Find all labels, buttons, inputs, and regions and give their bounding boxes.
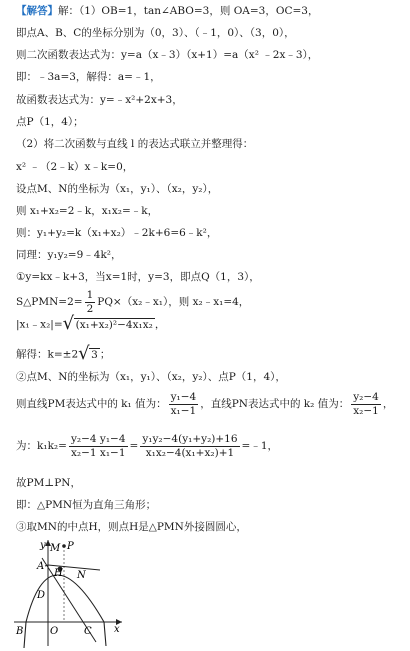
- label-p: P: [67, 541, 74, 552]
- answer-line-14: [16, 290, 249, 314]
- label-x: x: [114, 624, 120, 635]
- sqrt-sign: √: [62, 313, 75, 334]
- product-intro: 为：k₁k₂=: [16, 440, 67, 452]
- label-y: y: [40, 540, 46, 551]
- answer-line-22: ③取MN的中点H，则点H是△PMN外接圆圆心，: [16, 521, 247, 533]
- fraction-denominator: x₁−1: [170, 404, 197, 417]
- parabola-figure: [10, 536, 130, 648]
- half-fraction: [85, 290, 96, 314]
- product-fraction: [69, 434, 128, 458]
- label-m: M: [50, 543, 61, 554]
- label-c: C: [84, 626, 92, 637]
- k1-intro: 则直线PM表达式中的 k₁ 值为：: [16, 398, 167, 410]
- answer-line-3: 则二次函数表达式为：y=a（x﹣3）（x+1）=a（x² ﹣2x﹣3），: [16, 49, 319, 61]
- answer-line-15: [16, 313, 166, 334]
- answer-line-7: （2）将二次函数与直线 l 的表达式联立并整理得：: [16, 138, 254, 150]
- label-a: A: [37, 561, 45, 572]
- label-b: B: [16, 626, 24, 637]
- label-n: N: [77, 570, 86, 581]
- sqrt-radicand: (x₁+x₂)²−4x₁x₂: [75, 319, 153, 331]
- answer-line-18: [16, 392, 393, 416]
- fraction-denominator: 2: [86, 302, 94, 315]
- answer-line-21: 即：△PMN恒为直角三角形；: [16, 499, 157, 511]
- parabola-curve: [24, 575, 106, 648]
- sqrt-radicand: 3: [91, 349, 98, 361]
- line-16-tail: ；: [99, 348, 111, 361]
- sqrt-sign: √: [78, 343, 90, 364]
- expanded-fraction: [140, 434, 239, 458]
- label-o: O: [50, 626, 59, 637]
- answer-line-10: 则 x₁+x₂=2﹣k，x₁x₂=﹣k，: [16, 205, 159, 217]
- area-expression: S△PMN=2=: [16, 296, 83, 308]
- fraction-numerator: y₂−4: [353, 391, 379, 403]
- fraction-denominator: x₂−1 x₁−1: [70, 446, 126, 459]
- answer-line-13: ①y=kx﹣k+3，当x=1时，y=3，即点Q（1，3），: [16, 271, 260, 283]
- answer-line-16: [16, 343, 111, 364]
- label-h: H: [54, 568, 63, 579]
- area-expression-tail: PQ×（x₂﹣x₁），则 x₂﹣x₁=4，: [97, 296, 250, 308]
- fraction-denominator: x₂−1: [353, 404, 379, 417]
- answer-tag: 【解答】: [16, 5, 58, 17]
- answer-line-6: 点P（1，4）；: [16, 116, 84, 128]
- k1-fraction: [169, 392, 199, 416]
- answer-line-11: 则：y₁+y₂=k（x₁+x₂）﹣2k+6=6﹣k²，: [16, 227, 218, 239]
- sqrt-three: [78, 343, 100, 364]
- k2-fraction: [351, 392, 381, 416]
- fraction-denominator: x₁x₂−4(x₁+x₂)+1: [145, 446, 235, 459]
- answer-line-9: 设点M、N的坐标为（x₁，y₁）、（x₂，y₂），: [16, 183, 219, 195]
- line-19-tail: =﹣1，: [241, 440, 279, 452]
- line-15-tail: ，: [154, 318, 166, 331]
- point-p: [62, 544, 66, 548]
- equals-sign: =: [129, 440, 139, 452]
- fraction-numerator: y₁−4: [170, 391, 197, 403]
- answer-line-12: 同理：y₁y₂=9﹣4k²，: [16, 249, 122, 261]
- line-1-text: 解：（1）OB=1，tan∠ABO=3，则 OA=3，OC=3，: [58, 5, 319, 17]
- line-18-tail: ，: [382, 398, 394, 410]
- answer-line-1: [16, 6, 318, 17]
- sqrt-expression: [62, 313, 155, 334]
- answer-line-17: ②点M、N的坐标为（x₁，y₁）、（x₂，y₂）、点P（1，4），: [16, 371, 286, 383]
- answer-line-5: 故函数表达式为：y=﹣x²+2x+3，: [16, 94, 183, 106]
- answer-line-20: 故PM⊥PN，: [16, 477, 81, 489]
- answer-line-4: 即：﹣3a=3，解得：a=﹣1，: [16, 71, 161, 83]
- k2-intro: ，直线PN表达式中的 k₂ 值为：: [200, 398, 350, 410]
- fraction-numerator: y₁y₂−4(y₁+y₂)+16: [142, 433, 238, 445]
- label-d: D: [37, 590, 46, 601]
- fraction-numerator: y₂−4 y₁−4: [70, 433, 126, 445]
- abs-diff: |x₁﹣x₂|=: [16, 318, 63, 331]
- answer-line-2: 即点A、B、C的坐标分别为（0，3）、（﹣1，0）、（3，0），: [16, 27, 295, 39]
- fraction-numerator: 1: [86, 289, 94, 301]
- answer-line-8: x² ﹣（2﹣k）x﹣k=0，: [16, 161, 134, 173]
- k-solution: 解得：k=±2: [16, 348, 79, 361]
- answer-line-19: [16, 434, 278, 458]
